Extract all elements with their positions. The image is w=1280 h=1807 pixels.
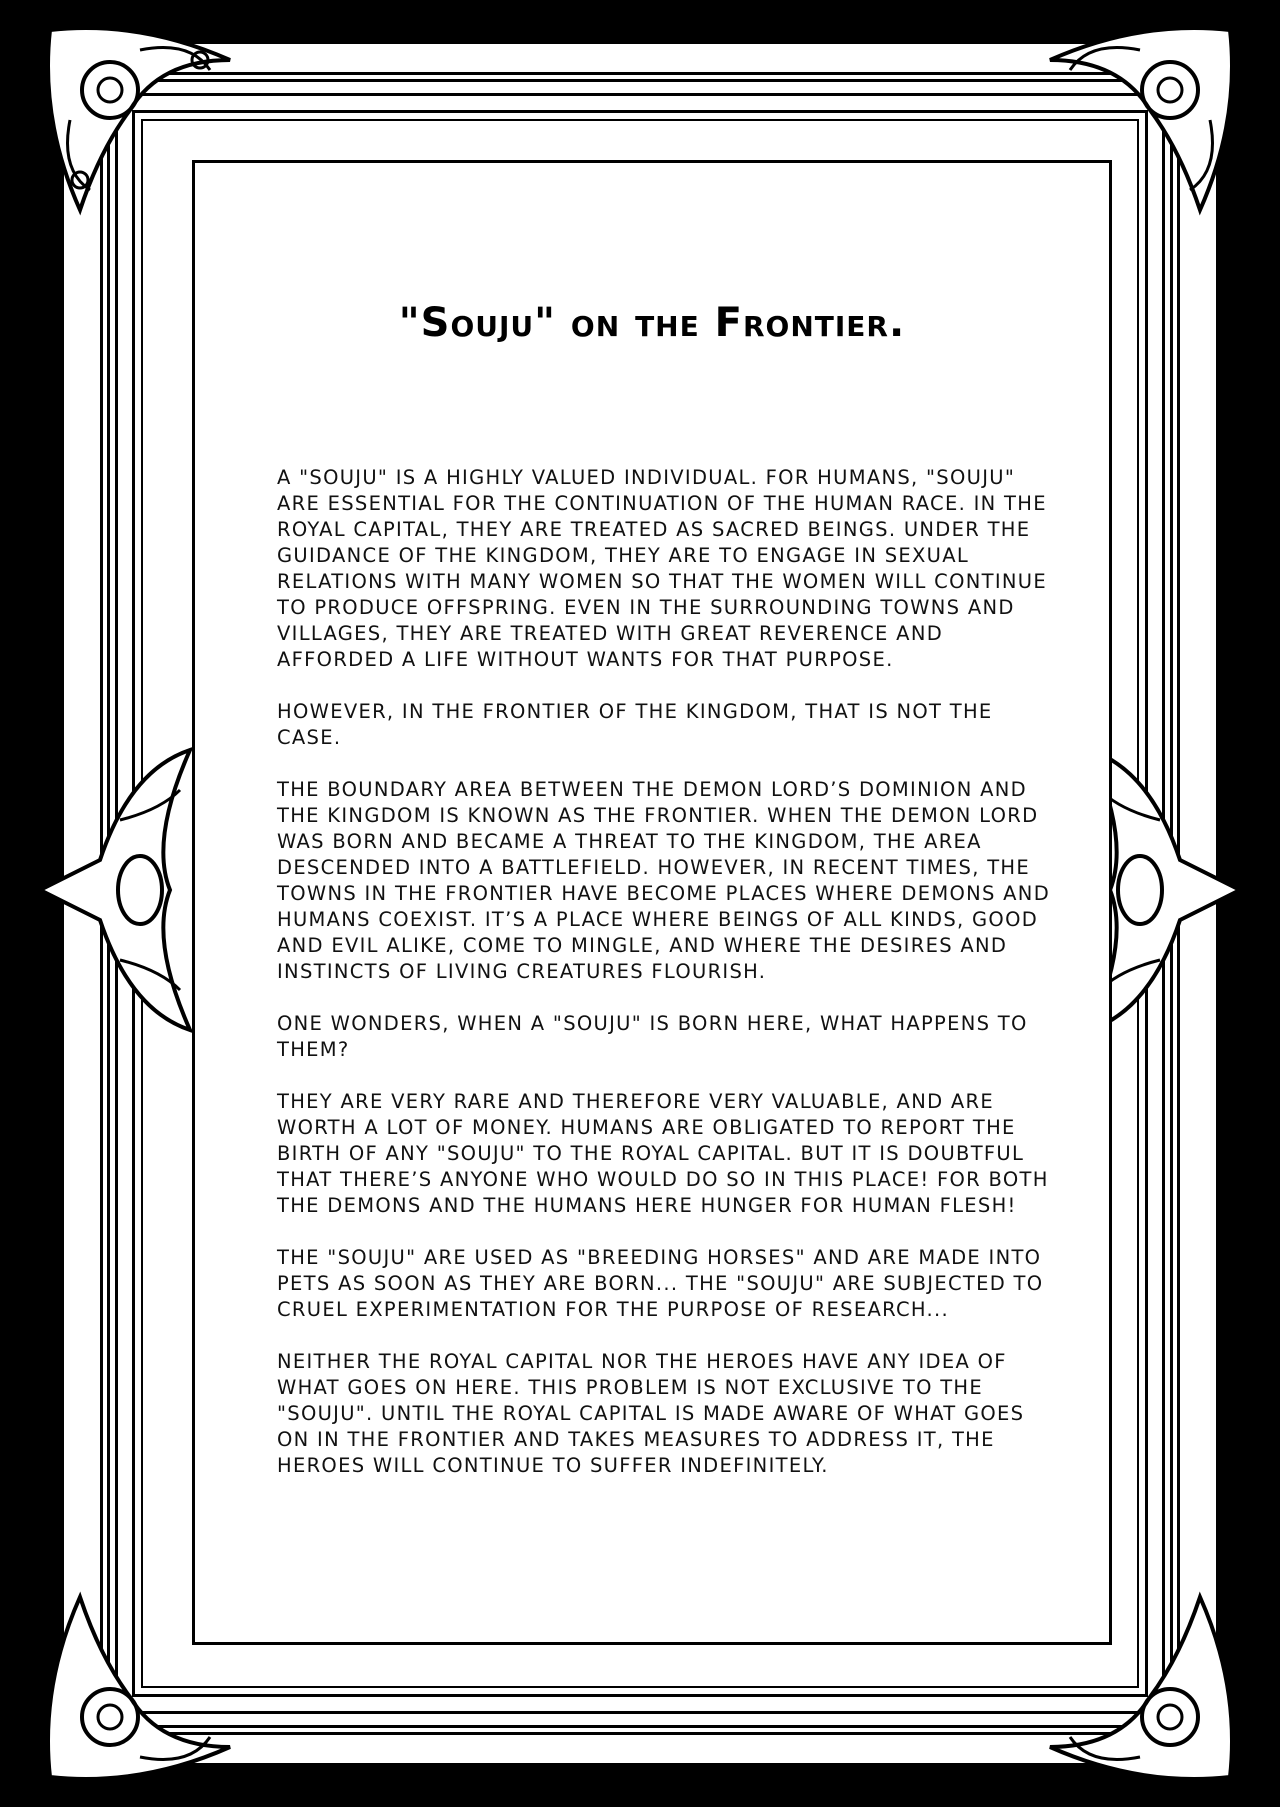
paragraph: THE BOUNDARY AREA BETWEEN THE DEMON LORD’S DOMINION AND THE KINGDOM IS KNOWN AS THE FRONTIER. WHEN THE DEMON LORD WAS BORN AND BECAME A THREAT TO THE KINGDOM, THE AREA DESCENDED INTO A BATTLEFIELD. HOWEVER, IN RECENT TIMES, THE TOWNS IN THE FRONTIER HAVE BECOME PLACES WHERE DEMONS AND HUMANS COEXIST. IT’S A PLACE WHERE BEINGS OF ALL KINDS, GOOD AND EVIL ALIKE, COME TO MINGLE, AND WHERE THE DESIRES AND INSTINCTS OF LIVING CREATURES FLOURISH. (277, 778, 1051, 983)
paragraph: HOWEVER, IN THE FRONTIER OF THE KINGDOM, THAT IS NOT THE CASE. (277, 700, 993, 749)
page-title: "Souju" on the Frontier. (398, 300, 906, 346)
paragraph: ONE WONDERS, WHEN A "SOUJU" IS BORN HERE, WHAT HAPPENS TO THEM? (277, 1012, 1028, 1061)
paragraph: A "SOUJU" IS A HIGHLY VALUED INDIVIDUAL. FOR HUMANS, "SOUJU" ARE ESSENTIAL FOR THE CONTINUATION OF THE HUMAN RACE. IN THE ROYAL CAPITAL, THEY ARE TREATED AS SACRED BEINGS. UNDER THE GUIDANCE OF THE KINGDOM, THEY ARE TO ENGAGE IN SEXUAL RELATIONS WITH MANY WOMEN SO THAT THE WOMEN WILL CONTINUE TO PRODUCE OFFSPRING. EVEN IN THE SURROUNDING TOWNS AND VILLAGES, THEY ARE TREATED WITH GREAT REVERENCE AND AFFORDED A LIFE WITHOUT WANTS FOR THAT PURPOSE. (277, 466, 1047, 671)
paragraph: THEY ARE VERY RARE AND THEREFORE VERY VALUABLE, AND ARE WORTH A LOT OF MONEY. HUMANS ARE OBLIGATED TO REPORT THE BIRTH OF ANY "SOUJU" TO THE ROYAL CAPITAL. BUT IT IS DOUBTFUL THAT THERE’S ANYONE WHO WOULD DO SO IN THIS PLACE! FOR BOTH THE DEMONS AND THE HUMANS HERE HUNGER FOR HUMAN FLESH! (277, 1090, 1049, 1217)
body-text (277, 465, 1057, 1505)
paragraph: THE "SOUJU" ARE USED AS "BREEDING HORSES" AND ARE MADE INTO PETS AS SOON AS THEY ARE BORN... THE "SOUJU" ARE SUBJECTED TO CRUEL EXPERIMENTATION FOR THE PURPOSE OF RESEARCH... (277, 1246, 1044, 1321)
paragraph: NEITHER THE ROYAL CAPITAL NOR THE HEROES HAVE ANY IDEA OF WHAT GOES ON HERE. THIS PROBLEM IS NOT EXCLUSIVE TO THE "SOUJU". UNTIL THE ROYAL CAPITAL IS MADE AWARE OF WHAT GOES ON IN THE FRONTIER AND TAKES MEASURES TO ADDRESS IT, THE HEROES WILL CONTINUE TO SUFFER INDEFINITELY. (277, 1350, 1025, 1477)
side-fleur-ornament-icon (40, 730, 210, 1050)
